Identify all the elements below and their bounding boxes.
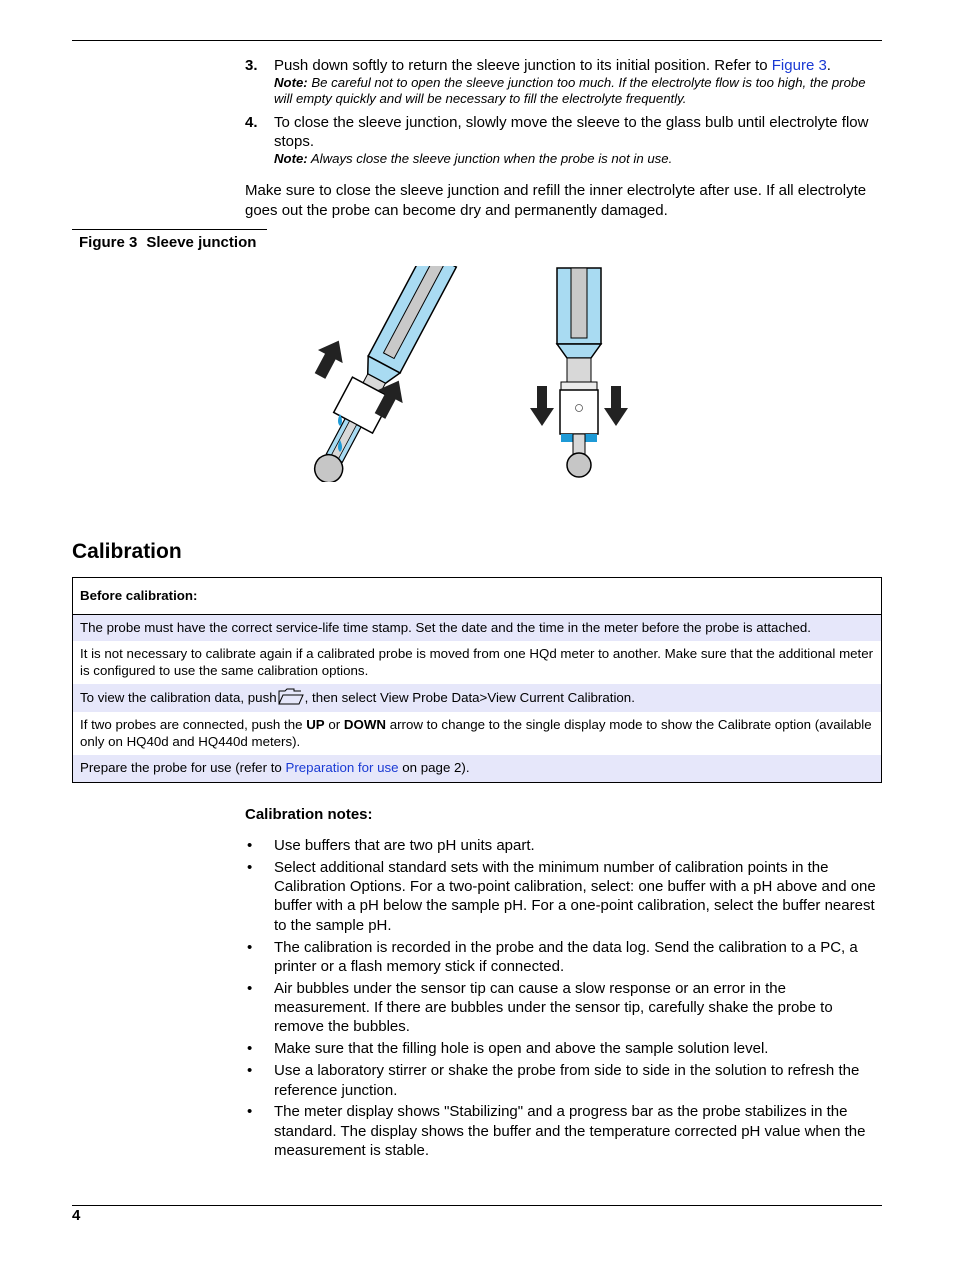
folder-icon	[278, 688, 304, 705]
list-item-text: The meter display shows "Stabilizing" and a progress bar as the probe stabilizes in the standard. The display shows the buffer and the temperature corrected pH value when the measurement is stable.	[274, 1103, 866, 1160]
bullet: •	[247, 979, 253, 997]
list-item-text: Air bubbles under the sensor tip can cause a slow response or an error in the measurement. If there are bubbles under the sensor tip, carefully shake the probe to remove the bubbles.	[274, 979, 833, 1036]
figure-3-link[interactable]: Figure 3	[771, 57, 827, 74]
table-row: The probe must have the correct service-life time stamp. Set the date and the time in the meter before the probe is attached.	[73, 615, 881, 641]
bullet: •	[247, 1062, 253, 1080]
list-item	[245, 1039, 885, 1058]
list-item-text: Use buffers that are two pH units apart.	[274, 837, 535, 854]
step-3	[245, 56, 885, 107]
list-item	[245, 858, 885, 935]
header-rule	[72, 40, 882, 41]
list-item-text: Use a laboratory stirrer or shake the probe from side to side in the solution to refresh the reference junction.	[274, 1062, 860, 1099]
row-text: , then select View Probe Data>View Current Calibration.	[304, 690, 635, 705]
bullet: •	[247, 1040, 253, 1058]
row-text: on page 2).	[398, 760, 470, 775]
bullet: •	[247, 837, 253, 854]
step-number: 3.	[245, 57, 258, 74]
arrow-up-icon	[308, 334, 352, 382]
table-row: It is not necessary to calibrate again if a calibrated probe is moved from one HQd meter to another. Make sure that the additional meter is configured to use the same calibration options.	[80, 646, 874, 678]
row-text: or	[324, 717, 344, 732]
note-text: Always close the sleeve junction when the probe is not in use.	[307, 151, 673, 166]
step-number: 4.	[245, 114, 258, 131]
table-row	[73, 712, 881, 755]
note-text: Be careful not to open the sleeve junction too much. If the electrolyte flow is too high, the probe will empty quickly and will be necessary to fill the electrolyte frequently.	[274, 75, 866, 106]
calibration-notes-list	[245, 836, 885, 1163]
table-row	[73, 755, 881, 782]
list-item	[245, 1102, 885, 1160]
list-item-text: The calibration is recorded in the probe and the data log. Send the calibration to a PC, a printer or a flash memory stick if connected.	[274, 938, 858, 975]
sleeve-junction-illustration	[280, 266, 660, 482]
list-item	[245, 979, 885, 1037]
row-text: Prepare the probe for use (refer to	[80, 760, 286, 775]
calibration-notes-title: Calibration notes:	[245, 806, 373, 823]
bullet: •	[247, 938, 253, 956]
figure-label: Figure 3	[79, 234, 138, 251]
step-text: Push down softly to return the sleeve junction to its initial position. Refer to	[274, 57, 772, 74]
list-item	[245, 938, 885, 977]
section-title: Calibration	[72, 540, 182, 563]
note	[274, 151, 885, 167]
down-key-label: DOWN	[343, 717, 387, 732]
closing-paragraph: Make sure to close the sleeve junction and refill the inner electrolyte after use. If all electrolyte goes out the probe can become dry and permanently damaged.	[245, 182, 867, 219]
figure-caption	[72, 229, 267, 251]
vertical-probe	[557, 268, 601, 477]
figure-title: Sleeve junction	[146, 234, 257, 251]
row-text: arrow to change to the single display mode to show the Calibrate option (available only on HQ40d and HQ440d meters).	[80, 717, 872, 749]
arrow-down-icon	[530, 386, 554, 426]
list-item-text: Select additional standard sets with the minimum number of calibration points in the Calibration Options. For a two-point calibration, select: one buffer with a pH above and one buffer with a pH below the sample pH. For a one-point calibration, select the buffer nearest to the sample pH.	[274, 858, 876, 934]
step-text: To close the sleeve junction, slowly move the sleeve to the glass bulb until electrolyte flow stops.	[274, 114, 869, 150]
note	[274, 75, 885, 107]
note-label: Note:	[274, 151, 308, 166]
up-key-label: UP	[306, 717, 325, 732]
before-calibration-table	[72, 577, 882, 783]
page-number: 4	[72, 1207, 81, 1224]
arrow-down-icon	[604, 386, 628, 426]
footer-rule	[72, 1205, 882, 1206]
table-header: Before calibration:	[73, 578, 881, 615]
step-text-end: .	[826, 57, 831, 74]
step-4	[245, 113, 885, 167]
table-row	[73, 684, 881, 712]
row-text: If two probes are connected, push the	[80, 717, 307, 732]
list-item	[245, 1061, 885, 1100]
preparation-link[interactable]: Preparation for use	[285, 760, 399, 775]
list-item	[245, 836, 885, 855]
bullet: •	[247, 858, 253, 876]
list-item-text: Make sure that the filling hole is open and above the sample solution level.	[274, 1040, 769, 1058]
bullet: •	[247, 1103, 253, 1121]
note-label: Note:	[274, 75, 308, 90]
row-text: To view the calibration data, push	[80, 690, 277, 705]
